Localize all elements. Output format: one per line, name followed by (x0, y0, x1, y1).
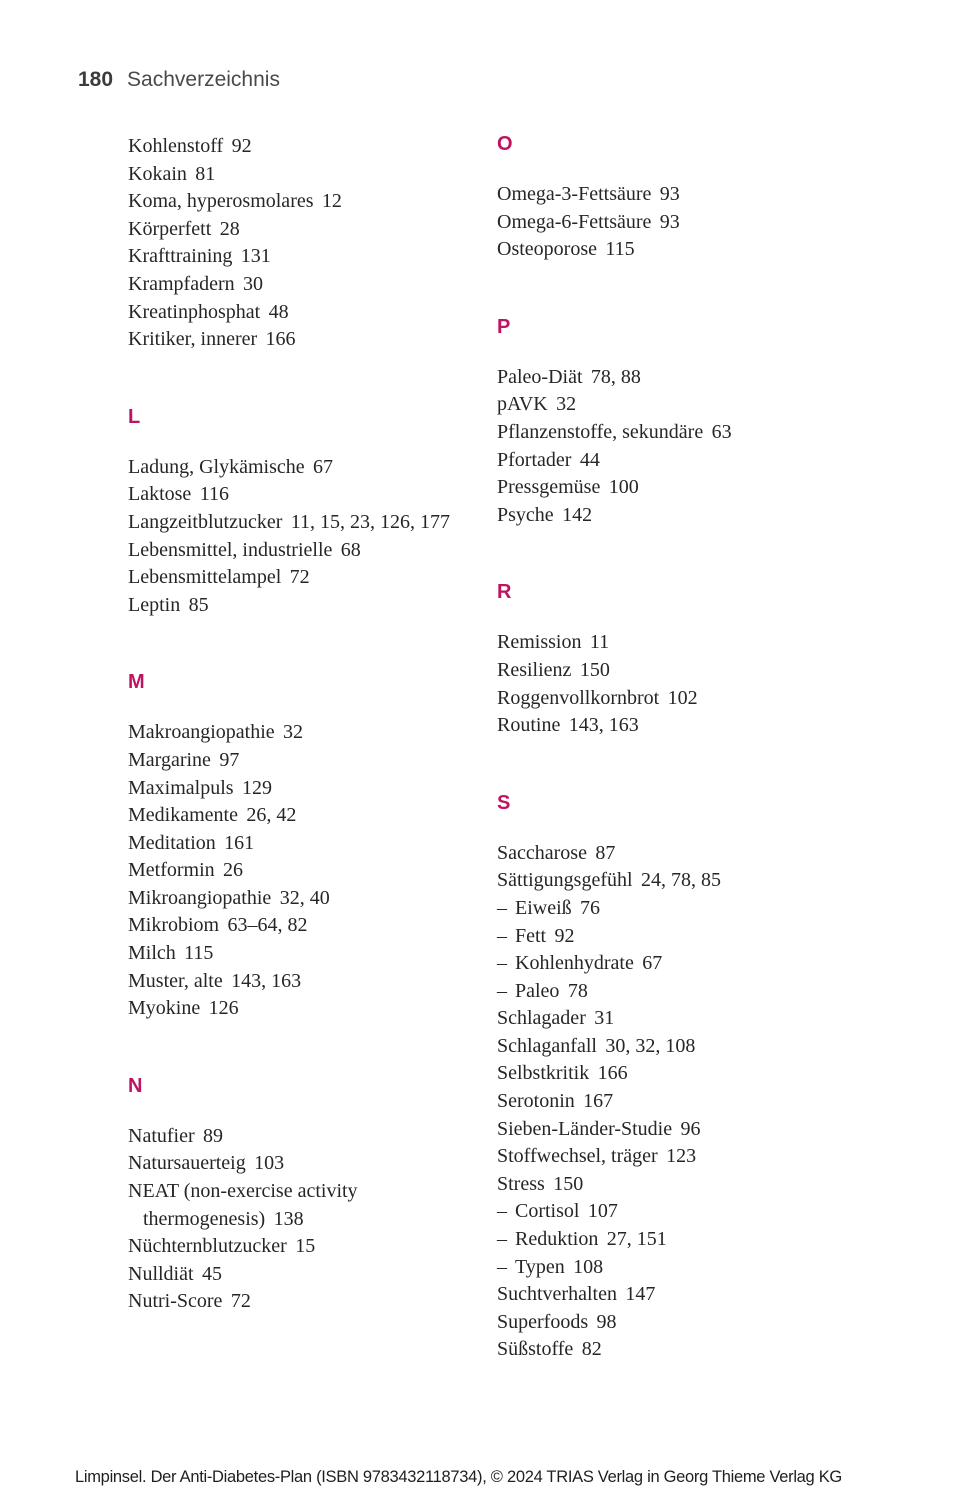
index-section-O (497, 133, 907, 264)
entry-term: Kohlenhydrate (515, 952, 634, 975)
entry-pages: 27, 151 (606, 1228, 667, 1251)
entry-pages: 78, 88 (590, 365, 641, 388)
entry-term: Margarine (128, 748, 211, 771)
index-entry (128, 509, 500, 537)
index-entry (497, 1088, 907, 1116)
section-letter: S (497, 791, 511, 814)
entry-pages: 93 (659, 183, 680, 205)
entry-term: Sieben-Länder-Studie (497, 1117, 673, 1140)
entry-pages: 107 (587, 1200, 618, 1223)
index-entry (128, 564, 500, 592)
entry-pages: 123 (666, 1145, 697, 1168)
entry-term: Süßstoffe (497, 1338, 574, 1361)
index-entry (497, 1309, 907, 1337)
section-letter: O (497, 133, 513, 155)
index-entry (497, 867, 907, 895)
entry-pages: 143, 163 (231, 969, 302, 992)
entry-pages: 116 (199, 483, 229, 506)
index-entry (497, 447, 907, 475)
index-entry (497, 685, 907, 713)
entry-term: Leptin (128, 593, 181, 616)
index-entry (128, 885, 500, 913)
section-letter: L (128, 405, 141, 428)
index-entry (497, 1226, 907, 1254)
entry-pages: 102 (667, 686, 698, 709)
index-section-P (497, 316, 907, 530)
entry-pages: 63 (711, 420, 732, 443)
index-entry (128, 188, 500, 216)
entry-pages: 103 (254, 1152, 285, 1175)
entry-term: pAVK (497, 393, 548, 416)
page-number: 180 (78, 68, 114, 91)
sub-entry-dash: – (497, 1200, 507, 1223)
entry-term: Fett (515, 924, 547, 947)
index-section-R (497, 581, 907, 739)
entry-term: Nutri-Score (128, 1290, 223, 1313)
entry-pages: 87 (595, 841, 616, 864)
entry-pages: 72 (230, 1290, 251, 1313)
sub-entry-dash: – (497, 1228, 507, 1251)
index-entry (128, 912, 500, 940)
index-entry (128, 454, 500, 482)
entry-pages: 32 (556, 393, 577, 416)
entry-pages: 96 (680, 1117, 701, 1140)
entry-pages: 11, 15, 23, 126, 177 (290, 510, 451, 533)
entry-term: Roggenvollkornbrot (497, 686, 660, 709)
entry-term: Laktose (128, 483, 192, 506)
entry-term: Lebensmittelampel (128, 566, 282, 589)
index-section-N (128, 1075, 500, 1316)
index-entry (128, 719, 500, 747)
entry-term: Kritiker, innerer (128, 328, 258, 351)
entry-list (128, 719, 500, 1023)
entry-list (497, 840, 907, 1364)
entry-pages: 138 (273, 1207, 304, 1230)
index-entry (497, 1116, 907, 1144)
entry-term: Resilienz (497, 658, 572, 681)
entry-term: Ladung, Glykämische (128, 455, 305, 478)
index-entry (497, 209, 907, 237)
entry-list (128, 454, 500, 620)
index-entry (128, 161, 500, 189)
index-entry (128, 243, 500, 271)
entry-term: Makroangiopathie (128, 721, 275, 744)
index-entry (497, 1143, 907, 1171)
entry-term: Serotonin (497, 1090, 575, 1113)
page-footer: Limpinsel. Der Anti-Diabetes-Plan (ISBN 9783432118734), © 2024 TRIAS Verlag in Georg Thieme Verlag KG (75, 1468, 842, 1486)
entry-term: Remission (497, 631, 582, 654)
entry-pages: 150 (553, 1172, 584, 1195)
entry-term: Körperfett (128, 217, 212, 240)
entry-pages: 24, 78, 85 (640, 869, 721, 892)
entry-term: Pressgemüse (497, 476, 601, 499)
index-entry (497, 474, 907, 502)
index-column-right (497, 133, 907, 1364)
index-entry (497, 895, 907, 923)
entry-term: Typen (515, 1255, 565, 1278)
entry-term: NEAT (non-exercise activity (128, 1180, 358, 1203)
entry-term: Milch (128, 942, 176, 965)
entry-pages: 76 (580, 896, 601, 919)
entry-term: Routine (497, 714, 561, 737)
entry-pages: 100 (608, 476, 639, 499)
entry-term: Pflanzenstoffe, sekundäre (497, 420, 704, 443)
entry-term: Langzeitblutzucker (128, 510, 283, 533)
index-entry (497, 1198, 907, 1226)
entry-term: Pfortader (497, 448, 572, 471)
entry-list (497, 181, 907, 264)
entry-term: Schlagader (497, 1007, 586, 1030)
section-letter: R (497, 581, 512, 604)
entry-pages: 89 (203, 1124, 224, 1147)
entry-term: Nüchternblutzucker (128, 1235, 287, 1258)
entry-pages: 12 (321, 190, 342, 213)
index-entry (497, 657, 907, 685)
index-entry (497, 1336, 907, 1364)
entry-term: Medikamente (128, 804, 238, 827)
entry-pages: 98 (596, 1310, 617, 1333)
index-entry (497, 502, 907, 530)
entry-pages: 166 (597, 1062, 628, 1085)
index-entry (497, 419, 907, 447)
entry-pages: 166 (265, 328, 296, 351)
entry-pages: 26, 42 (246, 804, 297, 827)
entry-pages: 30 (243, 272, 264, 295)
index-entry (497, 950, 907, 978)
entry-pages: 31 (594, 1007, 615, 1030)
index-entry (497, 391, 907, 419)
index-entry (128, 216, 500, 244)
section-letter: M (128, 671, 145, 694)
entry-pages: 32, 40 (279, 886, 330, 909)
entry-term: Paleo-Diät (497, 365, 583, 388)
entry-pages: 78 (567, 979, 588, 1002)
index-entry (497, 1033, 907, 1061)
entry-term: Maximalpuls (128, 776, 234, 799)
entry-pages: 28 (219, 217, 240, 240)
index-entry (128, 1123, 500, 1151)
entry-pages: 32 (283, 721, 304, 744)
entry-pages: 82 (581, 1338, 602, 1361)
index-entry (128, 592, 500, 620)
entry-term: Schlaganfall (497, 1034, 597, 1057)
index-entry (128, 747, 500, 775)
section-letter: N (128, 1074, 143, 1097)
entry-term: Natursauerteig (128, 1152, 246, 1175)
entry-term: Cortisol (515, 1200, 580, 1223)
index-entry (128, 1261, 500, 1289)
entry-term: Koma, hyperosmolares (128, 190, 314, 213)
entry-term: Stress (497, 1172, 545, 1195)
index-entry (128, 968, 500, 996)
entry-term: Psyche (497, 503, 554, 526)
entry-pages: 44 (579, 448, 600, 471)
entry-pages: 115 (605, 238, 635, 261)
index-section-L (128, 406, 500, 620)
entry-pages: 131 (240, 245, 271, 268)
index-entry (128, 857, 500, 885)
index-entry (497, 1281, 907, 1309)
index-entry (128, 537, 500, 565)
entry-term: Kreatinphosphat (128, 300, 261, 323)
index-entry (497, 978, 907, 1006)
entry-pages: 161 (224, 831, 255, 854)
entry-pages: 30, 32, 108 (605, 1034, 696, 1057)
entry-term: Kohlenstoff (128, 135, 224, 157)
index-section-continued (128, 133, 500, 354)
entry-pages: 126 (208, 997, 239, 1020)
entry-term: Saccharose (497, 841, 587, 864)
section-letter: P (497, 315, 511, 338)
entry-pages: 81 (195, 162, 216, 185)
index-entry (128, 802, 500, 830)
sub-entry-dash: – (497, 952, 507, 975)
entry-term: Paleo (515, 979, 560, 1002)
entry-pages: 167 (583, 1090, 614, 1113)
entry-term: Omega-3-Fettsäure (497, 183, 652, 205)
entry-term: Myokine (128, 997, 201, 1020)
index-entry (128, 1288, 500, 1316)
entry-term: Krampfadern (128, 272, 235, 295)
entry-pages: 92 (231, 135, 252, 157)
index-section-S (497, 792, 907, 1364)
page-title: Sachverzeichnis (127, 68, 280, 91)
entry-list (497, 364, 907, 530)
index-entry (128, 271, 500, 299)
index-entry (497, 1060, 907, 1088)
entry-term: Suchtverhalten (497, 1283, 617, 1306)
entry-pages: 143, 163 (568, 714, 639, 737)
index-entry (497, 923, 907, 951)
index-entry (128, 995, 500, 1023)
index-entry (497, 1254, 907, 1282)
index-entry (128, 326, 500, 354)
index-entry (128, 1233, 500, 1261)
entry-term: Meditation (128, 831, 216, 854)
index-entry (497, 629, 907, 657)
index-entry (497, 840, 907, 868)
entry-term: Kokain (128, 162, 187, 185)
entry-term: Metformin (128, 859, 215, 882)
entry-term: Stoffwechsel, träger (497, 1145, 658, 1168)
index-entry (128, 1178, 500, 1206)
entry-pages: 67 (313, 455, 334, 478)
index-entry (128, 940, 500, 968)
entry-pages: 26 (223, 859, 244, 882)
entry-term: Sättigungsgefühl (497, 869, 633, 892)
entry-term: Reduktion (515, 1228, 599, 1251)
entry-term: Natufier (128, 1124, 195, 1147)
entry-list (128, 1123, 500, 1316)
entry-term: Eiweiß (515, 896, 572, 919)
entry-pages: 68 (340, 538, 361, 561)
entry-list (128, 133, 500, 354)
entry-term: Nulldiät (128, 1262, 194, 1285)
entry-term: Mikrobiom (128, 914, 220, 937)
entry-pages: 115 (184, 942, 214, 965)
index-entry (128, 830, 500, 858)
index-entry (128, 133, 500, 161)
sub-entry-dash: – (497, 979, 507, 1002)
sub-entry-dash: – (497, 1255, 507, 1278)
index-entry (128, 299, 500, 327)
entry-pages: 63–64, 82 (227, 914, 308, 937)
entry-list (497, 629, 907, 739)
entry-pages: 108 (573, 1255, 604, 1278)
sub-entry-dash: – (497, 924, 507, 947)
entry-pages: 97 (219, 748, 240, 771)
entry-term: Mikroangiopathie (128, 886, 272, 909)
entry-term: Superfoods (497, 1310, 589, 1333)
entry-pages: 92 (554, 924, 575, 947)
entry-pages: 15 (295, 1235, 316, 1258)
entry-pages: 48 (268, 300, 289, 323)
entry-term: Lebensmittel, industrielle (128, 538, 333, 561)
entry-pages: 45 (201, 1262, 222, 1285)
entry-pages: 93 (659, 210, 680, 233)
entry-pages: 67 (642, 952, 663, 975)
entry-term: thermogenesis) (143, 1207, 266, 1230)
index-section-M (128, 671, 500, 1023)
index-entry (128, 481, 500, 509)
entry-term: Muster, alte (128, 969, 223, 992)
entry-term: Omega-6-Fettsäure (497, 210, 652, 233)
entry-pages: 72 (289, 566, 310, 589)
index-entry (128, 1150, 500, 1178)
index-column-left (128, 133, 500, 1316)
entry-term: Selbstkritik (497, 1062, 590, 1085)
index-entry (497, 181, 907, 209)
entry-term: Krafttraining (128, 245, 233, 268)
entry-pages: 85 (188, 593, 209, 616)
page-header (78, 66, 280, 94)
index-entry (497, 364, 907, 392)
index-entry (497, 1005, 907, 1033)
entry-pages: 142 (562, 503, 593, 526)
index-entry (128, 1206, 500, 1234)
index-entry (128, 775, 500, 803)
index-entry (497, 236, 907, 264)
entry-pages: 11 (589, 631, 610, 654)
index-entry (497, 1171, 907, 1199)
index-entry (497, 712, 907, 740)
entry-pages: 129 (241, 776, 272, 799)
sub-entry-dash: – (497, 896, 507, 919)
entry-pages: 147 (625, 1283, 656, 1306)
entry-pages: 150 (579, 658, 610, 681)
entry-term: Osteoporose (497, 238, 597, 261)
